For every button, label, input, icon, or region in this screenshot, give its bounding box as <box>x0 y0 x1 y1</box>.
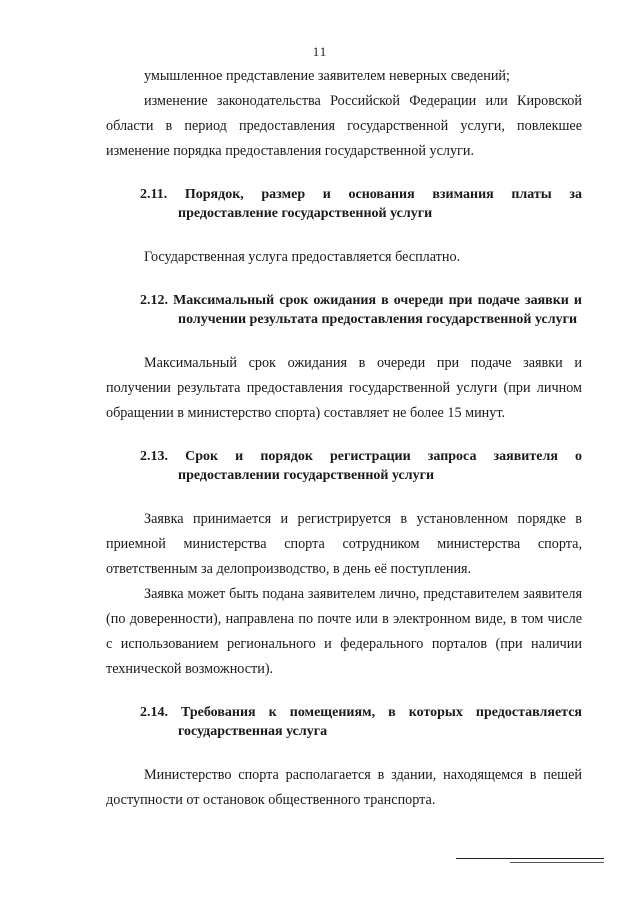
paragraph-2-13-body-1: Заявка принимается и регистрируется в установленном порядке в приемной министерства спорта сотрудником министерства спорта, ответственным за делопроизводство, в день её поступления. <box>106 511 582 577</box>
paragraph-1: умышленное представление заявителем неверных сведений; <box>144 68 510 84</box>
footer-rule-secondary <box>510 862 604 863</box>
paragraph-2: изменение законодательства Российской Федерации или Кировской области в период предоставления государственной услуги, повлекшее изменение порядка предоставления государственной услуги. <box>106 93 582 159</box>
section-heading-2-12: 2.12. Максимальный срок ожидания в очереди при подаче заявки и получении результата предоставления государственной услуги <box>140 293 582 327</box>
document-body <box>106 64 582 813</box>
paragraph-2-14-body: Министерство спорта располагается в здании, находящемся в пешей доступности от остановок общественного транспорта. <box>106 767 582 808</box>
section-heading-2-14: 2.14. Требования к помещениям, в которых предоставляется государственная услуга <box>140 705 582 739</box>
paragraph-2-11-body: Государственная услуга предоставляется бесплатно. <box>144 249 461 265</box>
footer-rule <box>456 858 604 859</box>
paragraph-2-12-body: Максимальный срок ожидания в очереди при подаче заявки и получении результата предоставления государственной услуги (при личном обращении в министерство спорта) составляет не более 15 минут. <box>106 355 582 421</box>
paragraph-2-13-body-2: Заявка может быть подана заявителем лично, представителем заявителя (по доверенности), направлена по почте или в электронном виде, в том числе с использованием регионального и федерального порталов (при наличии технической возможности). <box>106 586 582 677</box>
section-heading-2-13: 2.13. Срок и порядок регистрации запроса заявителя о предоставлении государственной услуги <box>140 449 582 483</box>
section-heading-2-11: 2.11. Порядок, размер и основания взимания платы за предоставление государственной услуги <box>140 187 582 221</box>
page-number: 11 <box>312 44 328 59</box>
